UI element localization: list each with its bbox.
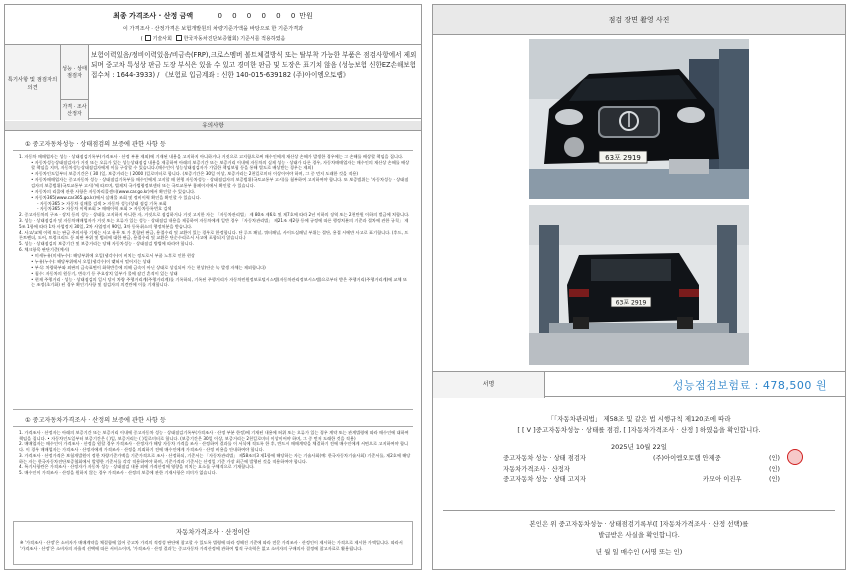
inspector-opinion-table [5, 44, 421, 119]
price-basis-text: 이 가격조사 · 산정가격은 보험개발원의 차량기준가액을 바탕으로 한 기준가격과 [122, 26, 304, 32]
notice-item: - 자동차365 > 자동차 이력조회 > 매매이력 조회 > 자동차등록번호 검색 [37, 206, 172, 212]
buyer-signature-line: 년 월 일 매수인 (서명 또는 인) [595, 548, 683, 556]
notice-item: 5. 성능 · 상태점검의 보증기간 및 보증거리는 당해 자동차성능 · 상태점검 방법에 따라야 합니다. [19, 241, 194, 247]
standard-checks: ( 기술사회 한국자동차진단보증협회) 기준서를 적용하였음 [140, 36, 286, 42]
signatory-row: 자동차가격조사 · 산정자 (인) [503, 465, 780, 473]
notice-item: 5. 매수인이 가격조사 · 산정을 원하지 않는 경우 가격조사 · 산정의 보증에 관한 기재사항은 의미가 없습니다. [19, 470, 217, 476]
final-price-row [5, 11, 421, 21]
price-definition-text: ※ '가격조사 · 산정'은 소비자가 매매계약을 체결함에 있어 중고차 가격의 적정성 판단에 참고할 수 있도록 법령에 따라 정해진 기준에 따라 전문 가격조사 · 산정인이 제시하는 가격으로 제시한 가액입니다. 따라서 '가격조사 · 산정'은 소비자의 자율적 선택에 따른 서비스이며, '가격조사 · 산정 결과'는 중고자동차 가격산정에 관하여 법적 구속력은 없고 소비자의 구매의사 결정에 참고자료로 활용됩니다. [20, 540, 403, 551]
section2-title: ① 중고자동차가격조사 · 산정의 보증에 관한 사항 등 [25, 417, 166, 424]
signatory-row: 중고자동차 성능 · 상태 고지자 카모아 이진우 (인) [503, 476, 780, 483]
divider [13, 426, 413, 427]
notice-heading: 유의사항 [5, 121, 421, 131]
section1-body [19, 154, 411, 288]
divider [443, 510, 835, 511]
notice-item: 1. 가격조사 · 산정자는 아래의 보증기간 또는 보증거리 이내에 중고자동차 성능 · 상태점검기록부(가격조사 · 산정 부분 한정)에 기재된 내용에 허위 또는 오류가 있는 경우 계약 또는 관계법령에 따라 매수인에 대하여 책임을 집니다. • 자동차인도일부터 보증기간은 ( )일, 보증거리는 ( )킬로미터로 합니다. (보증기간은 30일 이상, 보증거리는 2천킬로미터 이상이어야 하며, 그 중 먼저 도래한 것을 적용) [19, 430, 409, 441]
car-rear-photo [529, 205, 749, 365]
notice-item: 6. 체크항목 판단기준(예시) [19, 247, 70, 253]
buyer-confirm-1: 본인은 위 중고자동차성능 · 상태점검기록부([ ]자동차가격조사 · 산정 선택)를 [529, 520, 749, 528]
notice-item: • 자동차의 리콜에 관한 사항은 자동차리콜센터(www.car.go.kr)에서 확인할 수 있습니다. [31, 188, 196, 194]
car-rear-image [529, 205, 749, 365]
final-price-unit: 만원 [299, 12, 313, 20]
notice-item: • 현재 주행거리 · 성능 · 상태점검의 일시 당시 차량 주행거리계(주행거리계)를 기록하되, 기록된 주행거리가 자동차민원정보포털시스템(자동차관리정보시스템)으로부터 받은 주행거리(주행거리계)에 교체 또는 조정(초기화) 된 경우 확인기사항 및 점검자의 의견란에 이를 기재합니다. [31, 276, 407, 288]
divider [13, 409, 413, 410]
opinion-text: 보험이력있음/정비이력있음/비금속(FRP),크로스멤버 볼트체결방식 또는 탈부착 가능한 부품은 점검사항에서 제외되며 중고차 특성상 판금 도장 부식은 있을 수 있고 경미한 판금 및 도장은 표기치 않음 (성능보험 신한EZ손해보험 접수처 : 1644-3933) / 《보험료 입금계좌 : 신한 140-015-639182 (주)아이엠오토랩》 [91, 51, 417, 79]
notice-item: 3. 성능 · 상태점검자 및 자동차매매업자가 거짓 또는 오류가 있는 성능 · 상태점검 내용을 제공하여 자동차에게 일반 경우 「자동차관리법」 제21조 제2항 등에 규정에 따른 행정처분의 기준과 절차에 관한 규칙」 제5조 1항에 따라 1차 사업정지 30일, 2차 사업정지 90일, 3차 등록취소의 행정처분을 받습니다. [19, 218, 409, 229]
notice-item: • 자동차성능상태점검자가 거짓 또는 오류가 있는 성능상태점검 내용을 제공하여 아래의 보증기간 또는 보증거리 이내에 자동차의 실제 성능 · 상태가 다른 경우, 자동차매매업자는 매수인의 재산상 손해를 배상할 책임을 지며, 자동차성능상태점검자에게 이를 구상할 수 있습니다.(매수인이 성능상태점검자가 가입한 책임보험 등을 통해 별도로 배상받는 경우는 제외) [31, 159, 410, 171]
notice-item: • 침수: 자동차의 원동기, 변속기 등 주요장치 일부가 물에 잠긴 흔적이 있는 상태 [31, 270, 178, 276]
signatory-row: 중고자동차 성능 · 상태 점검자 (주)아이엠오토랩 안제중 (인) [503, 455, 780, 462]
notice-item: 2. 중고자동차의 구조 · 장치 등의 성능 · 상태를 고지하지 아니한 자, 거짓으로 점검하거나 거짓 고지한 자는 「자동차관리법」 제 80조 제6호 및 제7호에 따라 2년 이하의 징역 또는 2천만원 이하의 벌금에 처합니다. [19, 212, 410, 218]
notice-item: 1. 자동차 매매업자는 성능 · 상태점검기록부(가격조사 · 산정 부분 제외)에 기재된 내용을 고지하지 아니하거나 거짓으로 고지함으로써 매수인에게 재산상 손해가 발생한 경우에는 그 손해를 배상할 책임을 집니다. [19, 154, 404, 159]
car-front-photo [529, 39, 749, 199]
law-statement-1: 「「자동차관리법」 제58조 및 같은 법 시행규칙 제120조에 따라 [547, 415, 731, 423]
inspection-date: 2025년 10월 22일 [610, 443, 668, 451]
divider [13, 150, 413, 151]
buyer-confirm-2: 발급받은 사실을 확인합니다. [598, 531, 680, 539]
price-definition-title: 자동차가격조사 · 산정이란 [175, 528, 250, 536]
notice-item: • 부식: 차량하부와 외판의 금속표면이 화학반응에 의해 금속이 아닌 상태로 상실되어 가는 현상(단순 녹 발생 자체는 제외합니다) [31, 264, 266, 270]
notice-item: 3. 가격조사 · 산정가격은 보험개발원이 정한 차량기준가액을 기준가격으로 조사 · 산정하되, 기준서는 「자동차관리법」 제58조의3 제1항에 해당하는 자는 기술사회(예: 한국자동차기술사회) 기준서를, 제2호에 해당하는 자는 한국자동차진단보증협회에서 발행한 기준서를 각각 적용하여야 하며, 기준가격과 기준서는 산정일 기준 가장 최근에 발행된 것을 적용하여야 합니다. [19, 452, 411, 464]
opinion-label: 특기사항 및 점검자의 의견 [5, 45, 61, 120]
section1-title: ① 중고자동차성능 · 상태점검의 보증에 관한 사항 등 [25, 141, 166, 148]
signature-row [433, 371, 845, 397]
photo-section-title: 점검 장면 촬영 사진 [433, 5, 845, 35]
license-plate: 63포 2919 [605, 154, 641, 162]
notice-item: • 자동차인도일부터 보증기간은 ( 30 )일, 보증거리는 ( 2000 )킬로미터로 합니다. (보증기간은 30일 이상, 보증거리는 2천킬로미터 이상이어야 하며, 그 중 먼저 도래한 것을 적용) [31, 171, 359, 177]
notice-item: • 누유(누수): 해당부위에서 오일(냉각수)이 맺혀서 떨어지는 상태 [31, 258, 151, 264]
notice-item: • 자동차매매업자는 중고자동차 성능 · 상태점검기록부를 매수인에게 고지할 때 현행 자동차성능 · 상태점검자의 보증범위(국토교통부 고시)를 첨부하여 고지하여야 합니다. 또 보증범위는 '자동차성능 · 상태점검자의 보증범위(국토교통부 고시)'에 따르며, 법제처 국가법령정보센터 또는 국토교통부 홈페이지에서 확인할 수 있습니다. [31, 177, 409, 188]
company-seal-icon [787, 449, 803, 465]
notice-item: 4. 사고/교체 이력 또는 판금 주의사항 기재는 사고 유무 또 가 혼합된 판금, 용접수리 및 교환이 있는 경우로 한정합니다. 단 루프 패널, 쿼터패널, 사이드실패널 부위는 절단, 용접 시에만 사고로 표기합니다. (후드, 프론트펜더, 도어, 트렁크리드 등 외판 부위 및 범퍼에 대한 판금, 용접수리 및 교환은 단순수리로서 사고에 포함되지 않습니다.) [19, 229, 409, 241]
signature-label: 서명 [433, 372, 545, 398]
price-definition-box [13, 521, 413, 565]
performance-record-page [4, 4, 422, 570]
section2-body [19, 430, 411, 476]
insurance-premium: 성능점검보험료 : 478,500 원 [672, 379, 827, 392]
car-front-image [529, 39, 749, 199]
checkbox-icon[interactable] [176, 35, 182, 41]
law-statement-2: [ [ V ]중고자동차성능 · 상태를 점검, [ ]자동차가격조사 · 산정 ] 하였음을 확인합니다. [517, 426, 761, 434]
notice-item: 2. 매매업자는 매수인이 가격조사 · 산정을 원할 경우 가격조사 · 산정자가 해당 자동차 가격을 조사 · 산정하여 결과를 이 서식에 적도록 한 후, 반드시 매매계약을 체결하기 전에 매수인에게 서면으로 고지하여야 합니다. 이 경우 매매업자는 가격조사 · 산정자에게 가격조사 · 산정을 의뢰하기 전에 매수인에게 가격조사 · 산정 비용을 안내하여야 합니다. [19, 441, 409, 453]
final-price-title: 최종 가격조사 · 산정 금액 [113, 12, 194, 20]
checkbox-icon[interactable] [145, 35, 151, 41]
signatory-list [503, 454, 813, 486]
inspection-photo-page [432, 4, 846, 570]
license-plate-rear: 63포 2919 [615, 299, 647, 307]
notice-item: • 자동차365(www.car365.go.kr)에서 실매물 조회 및 정비이력 확인을 확인할 수 있습니다. [31, 194, 201, 200]
notice-item: - 자동차365 > 자동차 실매물 검색 > 자동차 성능/상태 점검 기록 조회 [37, 200, 167, 206]
notice-item: 4. 특기사항란은 가격조사 · 산정자가 자동차 성능 · 상태점검 내용 외에 가격산정에 영향을 미치는 요소를 구체적으로 기재합니다. [19, 464, 255, 470]
notice-item: • 미세누유(미세누수): 해당부위에 오일(냉각수)이 비치는 정도로서 부품 노후로 인한 현상 [31, 252, 195, 258]
pricer-label: 가격 · 조사산정자 [61, 100, 89, 120]
inspector-label: 성능 · 상태점검자 [61, 45, 89, 100]
final-price-value: 0 0 0 0 0 0 [217, 12, 300, 20]
